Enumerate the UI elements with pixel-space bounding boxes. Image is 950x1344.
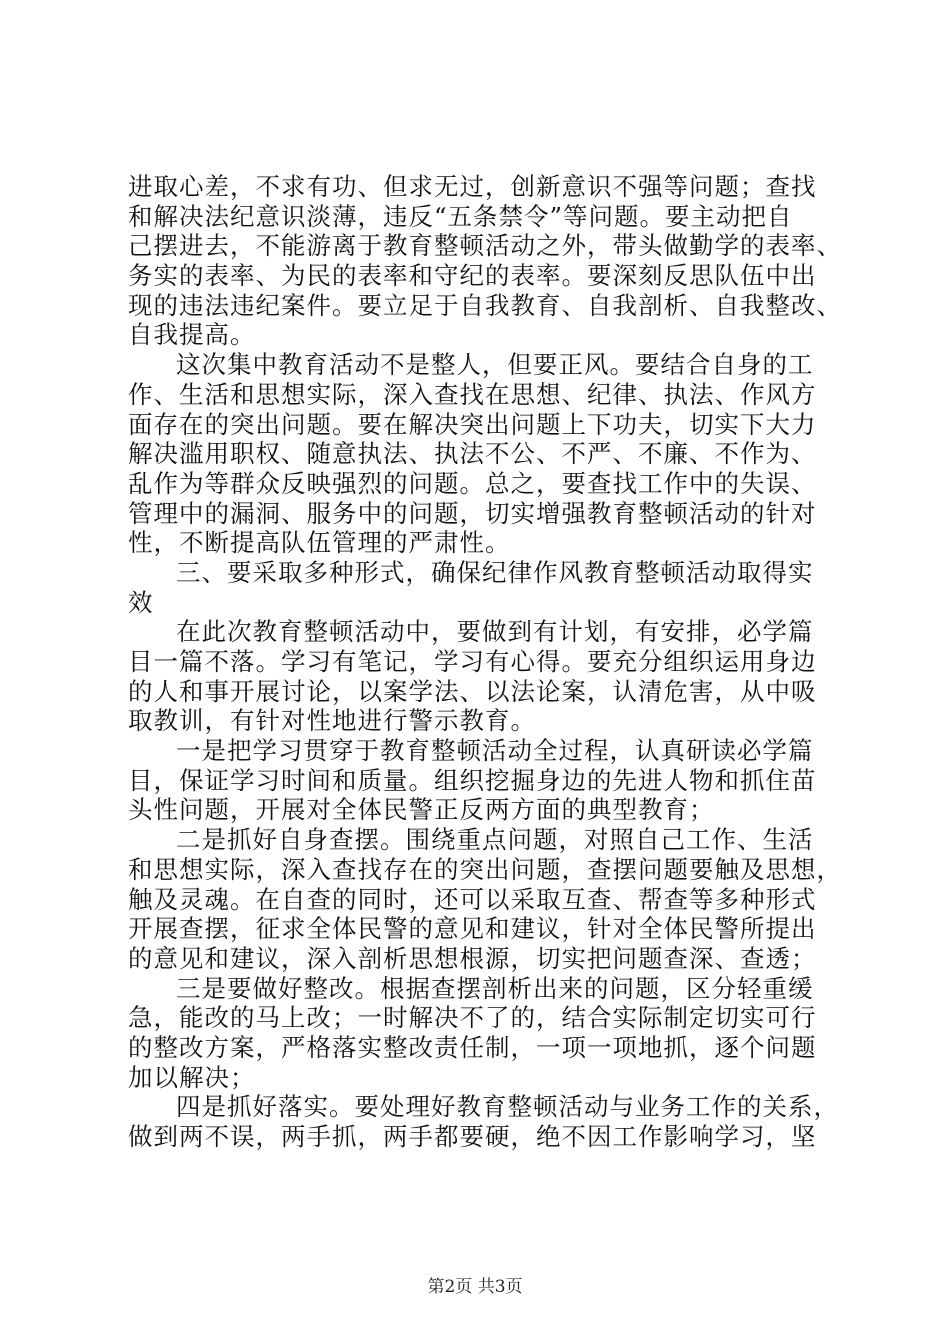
text-line: 加以解决； (128, 1062, 256, 1092)
text-line: 进取心差，不求有功、但求无过，创新意识不强等问题；查找 (128, 172, 817, 201)
text-line: 这次集中教育活动不是整人，但要正风。要结合自身的工 (176, 350, 814, 380)
text-line: 务实的表率、为民的表率和守纪的表率。要深刻反思队伍中出 (128, 261, 817, 291)
text-line: 取教训，有针对性地进行警示教育。 (128, 706, 536, 736)
text-line: 二是抓好自身查摆。围绕重点问题，对照自己工作、生活 (176, 825, 814, 855)
text-line: 的意见和建议，深入剖析思想根源，切实把问题查深、查透； (128, 943, 817, 973)
text-line: 开展查摆，征求全体民警的意见和建议，针对全体民警所提出 (128, 914, 817, 944)
text-line: 四是抓好落实。要处理好教育整顿活动与业务工作的关系， (176, 1092, 839, 1122)
text-line: 解决滥用职权、随意执法、执法不公、不严、不廉、不作为、 (128, 439, 817, 469)
document-body (128, 172, 848, 1152)
text-line: 目一篇不落。学习有笔记，学习有心得。要充分组织运用身边 (128, 647, 817, 676)
text-line: 现的违法违纪案件。要立足于自我教育、自我剖析、自我整改、 (128, 290, 842, 320)
text-line: 乱作为等群众反映强烈的问题。总之，要查找工作中的失误、 (128, 468, 817, 498)
text-line: 性，不断提高队伍管理的严肃性。 (128, 528, 511, 558)
text-line: 的人和事开展讨论，以案学法、以法论案，认清危害，从中吸 (128, 676, 817, 706)
text-line: 一是把学习贯穿于教育整顿活动全过程，认真研读必学篇 (176, 736, 814, 766)
text-line: 做到两不误，两手抓，两手都要硬，绝不因工作影响学习，坚 (128, 1122, 817, 1151)
text-line: 急，能改的马上改；一时解决不了的，结合实际制定切实可行 (128, 1003, 817, 1033)
text-line: 效 (128, 587, 154, 617)
text-line: 作、生活和思想实际，深入查找在思想、纪律、执法、作风方 (128, 379, 817, 409)
text-line: 触及灵魂。在自查的同时，还可以采取互查、帮查等多种形式 (128, 884, 817, 914)
text-line: 三是要做好整改。根据查摆剖析出来的问题，区分轻重缓 (176, 973, 814, 1003)
text-line: 和思想实际，深入查找存在的突出问题，查摆问题要触及思想， (128, 854, 842, 884)
page-number-footer: 第2页 共3页 (427, 1277, 523, 1297)
text-line: 的整改方案，严格落实整改责任制，一项一项地抓，逐个问题 (128, 1032, 817, 1062)
text-line: 自我提高。 (128, 320, 256, 350)
text-line: 面存在的突出问题。要在解决突出问题上下功夫，切实下大力 (128, 409, 817, 439)
text-line: 三、要采取多种形式，确保纪律作风教育整顿活动取得实 (176, 557, 814, 587)
text-line: 和解决法纪意识淡薄，违反“五条禁令”等问题。要主动把自 (128, 201, 793, 231)
text-line: 头性问题，开展对全体民警正反两方面的典型教育； (128, 795, 715, 825)
text-line: 己摆进去，不能游离于教育整顿活动之外，带头做勤学的表率、 (128, 231, 842, 261)
text-line: 在此次教育整顿活动中，要做到有计划，有安排，必学篇 (176, 617, 814, 647)
text-line: 目，保证学习时间和质量。组织挖掘身边的先进人物和抓住苗 (128, 765, 817, 795)
text-line: 管理中的漏洞、服务中的问题，切实增强教育整顿活动的针对 (128, 498, 817, 528)
